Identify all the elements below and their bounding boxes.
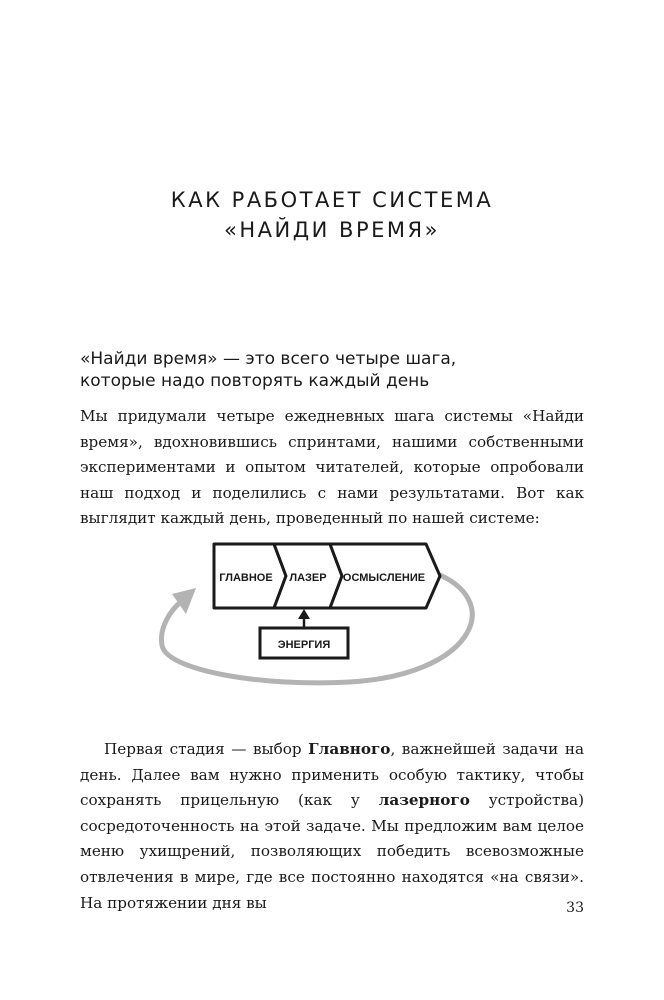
chapter-title	[0, 185, 664, 245]
bold-term-main: Главного	[308, 740, 391, 758]
section-heading-line-1: «Найди время» — это всего четыре шага,	[80, 349, 457, 369]
bold-term-laser: лазерного	[378, 791, 470, 810]
chapter-title-line-1: КАК РАБОТАЕТ СИСТЕМА	[170, 188, 494, 212]
paragraph-stages-part-3: устройства) сосредоточенность на этой задаче. Мы предложим вам целое меню ухищрений, позволяющих победить всевозможные отвлечения в мире, где все постоянно находятся «на связи». На протяжении дня вы	[80, 791, 584, 912]
section-heading	[80, 348, 600, 392]
paragraph-stages-part-2: , важнейшей задачи на день. Далее вам нужно применить особую тактику, чтобы сохранять прицельную (как у	[80, 740, 585, 810]
energy-arrowhead-icon	[298, 609, 310, 619]
chapter-title-line-2: «НАЙДИ ВРЕМЯ»	[224, 218, 440, 242]
step-label-reflect: ОСМЫСЛЕНИЕ	[342, 572, 426, 584]
step-label-laser: ЛАЗЕР	[289, 572, 327, 584]
step-label-main: ГЛАВНОЕ	[219, 572, 273, 584]
page-number: 33	[566, 900, 584, 916]
paragraph-stages	[80, 737, 584, 916]
energy-label: ЭНЕРГИЯ	[277, 639, 331, 651]
paragraph-intro: Мы придумали четыре ежедневных шага системы «Найди время», вдохновившись спринтами, нашими собственными экспериментами и опытом читателей, которые опробовали наш подход и поделились с нами результатами. Вот как выглядит каждый день, проведенный по нашей системе:	[80, 407, 584, 528]
paragraph-stages-part-1: Первая стадия — выбор	[104, 740, 309, 758]
four-steps-diagram	[150, 530, 480, 700]
section-heading-line-2: которые надо повторять каждый день	[80, 371, 430, 391]
